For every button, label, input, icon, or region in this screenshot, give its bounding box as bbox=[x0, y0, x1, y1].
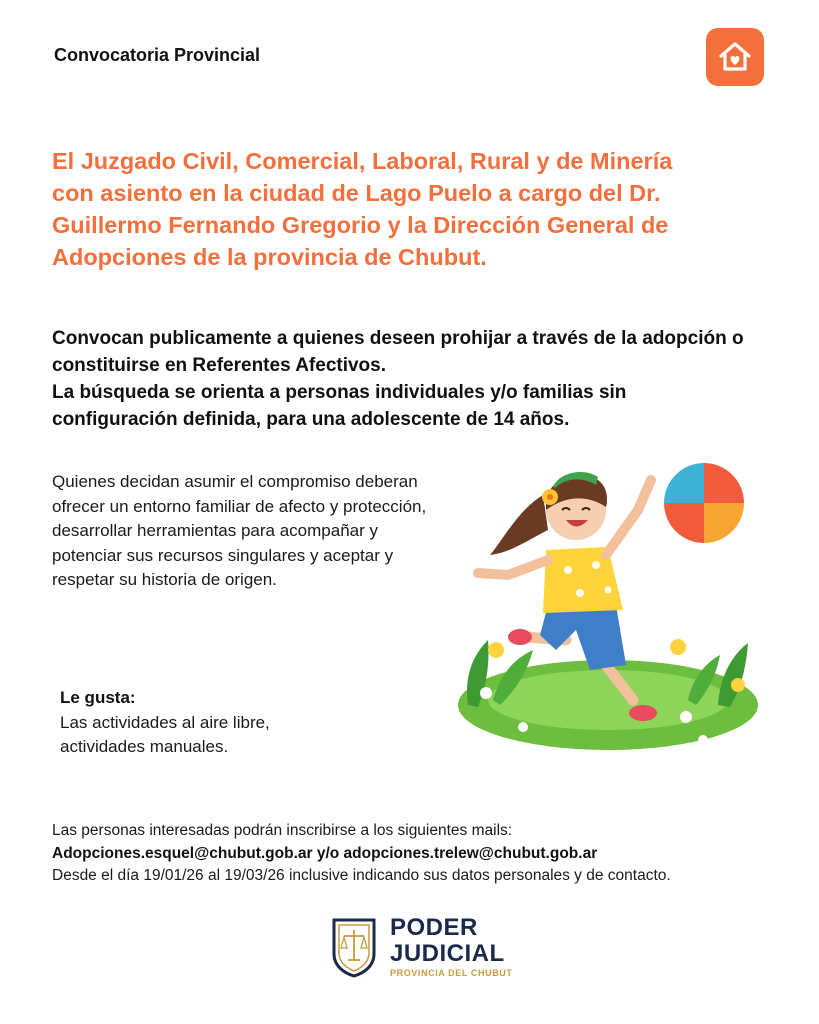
likes-text: Las actividades al aire libre, actividades manuales. bbox=[60, 712, 270, 756]
house-heart-icon bbox=[706, 28, 764, 86]
headline: El Juzgado Civil, Comercial, Laboral, Rural y de Minería con asiento en la ciudad de Lago Puelo a cargo del Dr. Guillermo Fernando Gregorio y la Dirección General de Adopciones de la provincia de Chubut. bbox=[52, 148, 673, 270]
likes-section bbox=[60, 686, 390, 760]
call-statement-line2: La búsqueda se orienta a personas individuales y/o familias sin configuración definida, para una adolescente de 14 años. bbox=[52, 382, 627, 430]
commitment-paragraph: Quienes decidan asumir el compromiso deberan ofrecer un entorno familiar de afecto y protección, desarrollar herramientas para acompañar y potenciar sus recursos singulares y aceptar y respetar su historia de origen. bbox=[52, 472, 427, 589]
call-statement bbox=[52, 325, 752, 433]
girl-playing-ball-illustration bbox=[448, 455, 768, 760]
logo-line2: JUDICIAL bbox=[390, 940, 505, 967]
contact-intro: Las personas interesadas podrán inscribirse a los siguientes mails: bbox=[52, 822, 513, 839]
logo-subtitle: PROVINCIA DEL CHUBUT bbox=[390, 968, 513, 978]
likes-title: Le gusta: bbox=[60, 688, 136, 707]
contact-section bbox=[52, 820, 792, 888]
justice-shield-icon bbox=[330, 916, 378, 978]
logo-line1: PODER bbox=[390, 914, 478, 941]
poder-judicial-logo bbox=[330, 915, 513, 979]
contact-dates: Desde el día 19/01/26 al 19/03/26 inclusive indicando sus datos personales y de contacto. bbox=[52, 867, 671, 884]
header-label: Convocatoria Provincial bbox=[54, 45, 261, 65]
call-statement-line1: Convocan publicamente a quienes deseen prohijar a través de la adopción o constituirse en Referentes Afectivos. bbox=[52, 328, 744, 376]
contact-emails[interactable]: Adopciones.esquel@chubut.gob.ar y/o adopciones.trelew@chubut.gob.ar bbox=[52, 844, 598, 862]
